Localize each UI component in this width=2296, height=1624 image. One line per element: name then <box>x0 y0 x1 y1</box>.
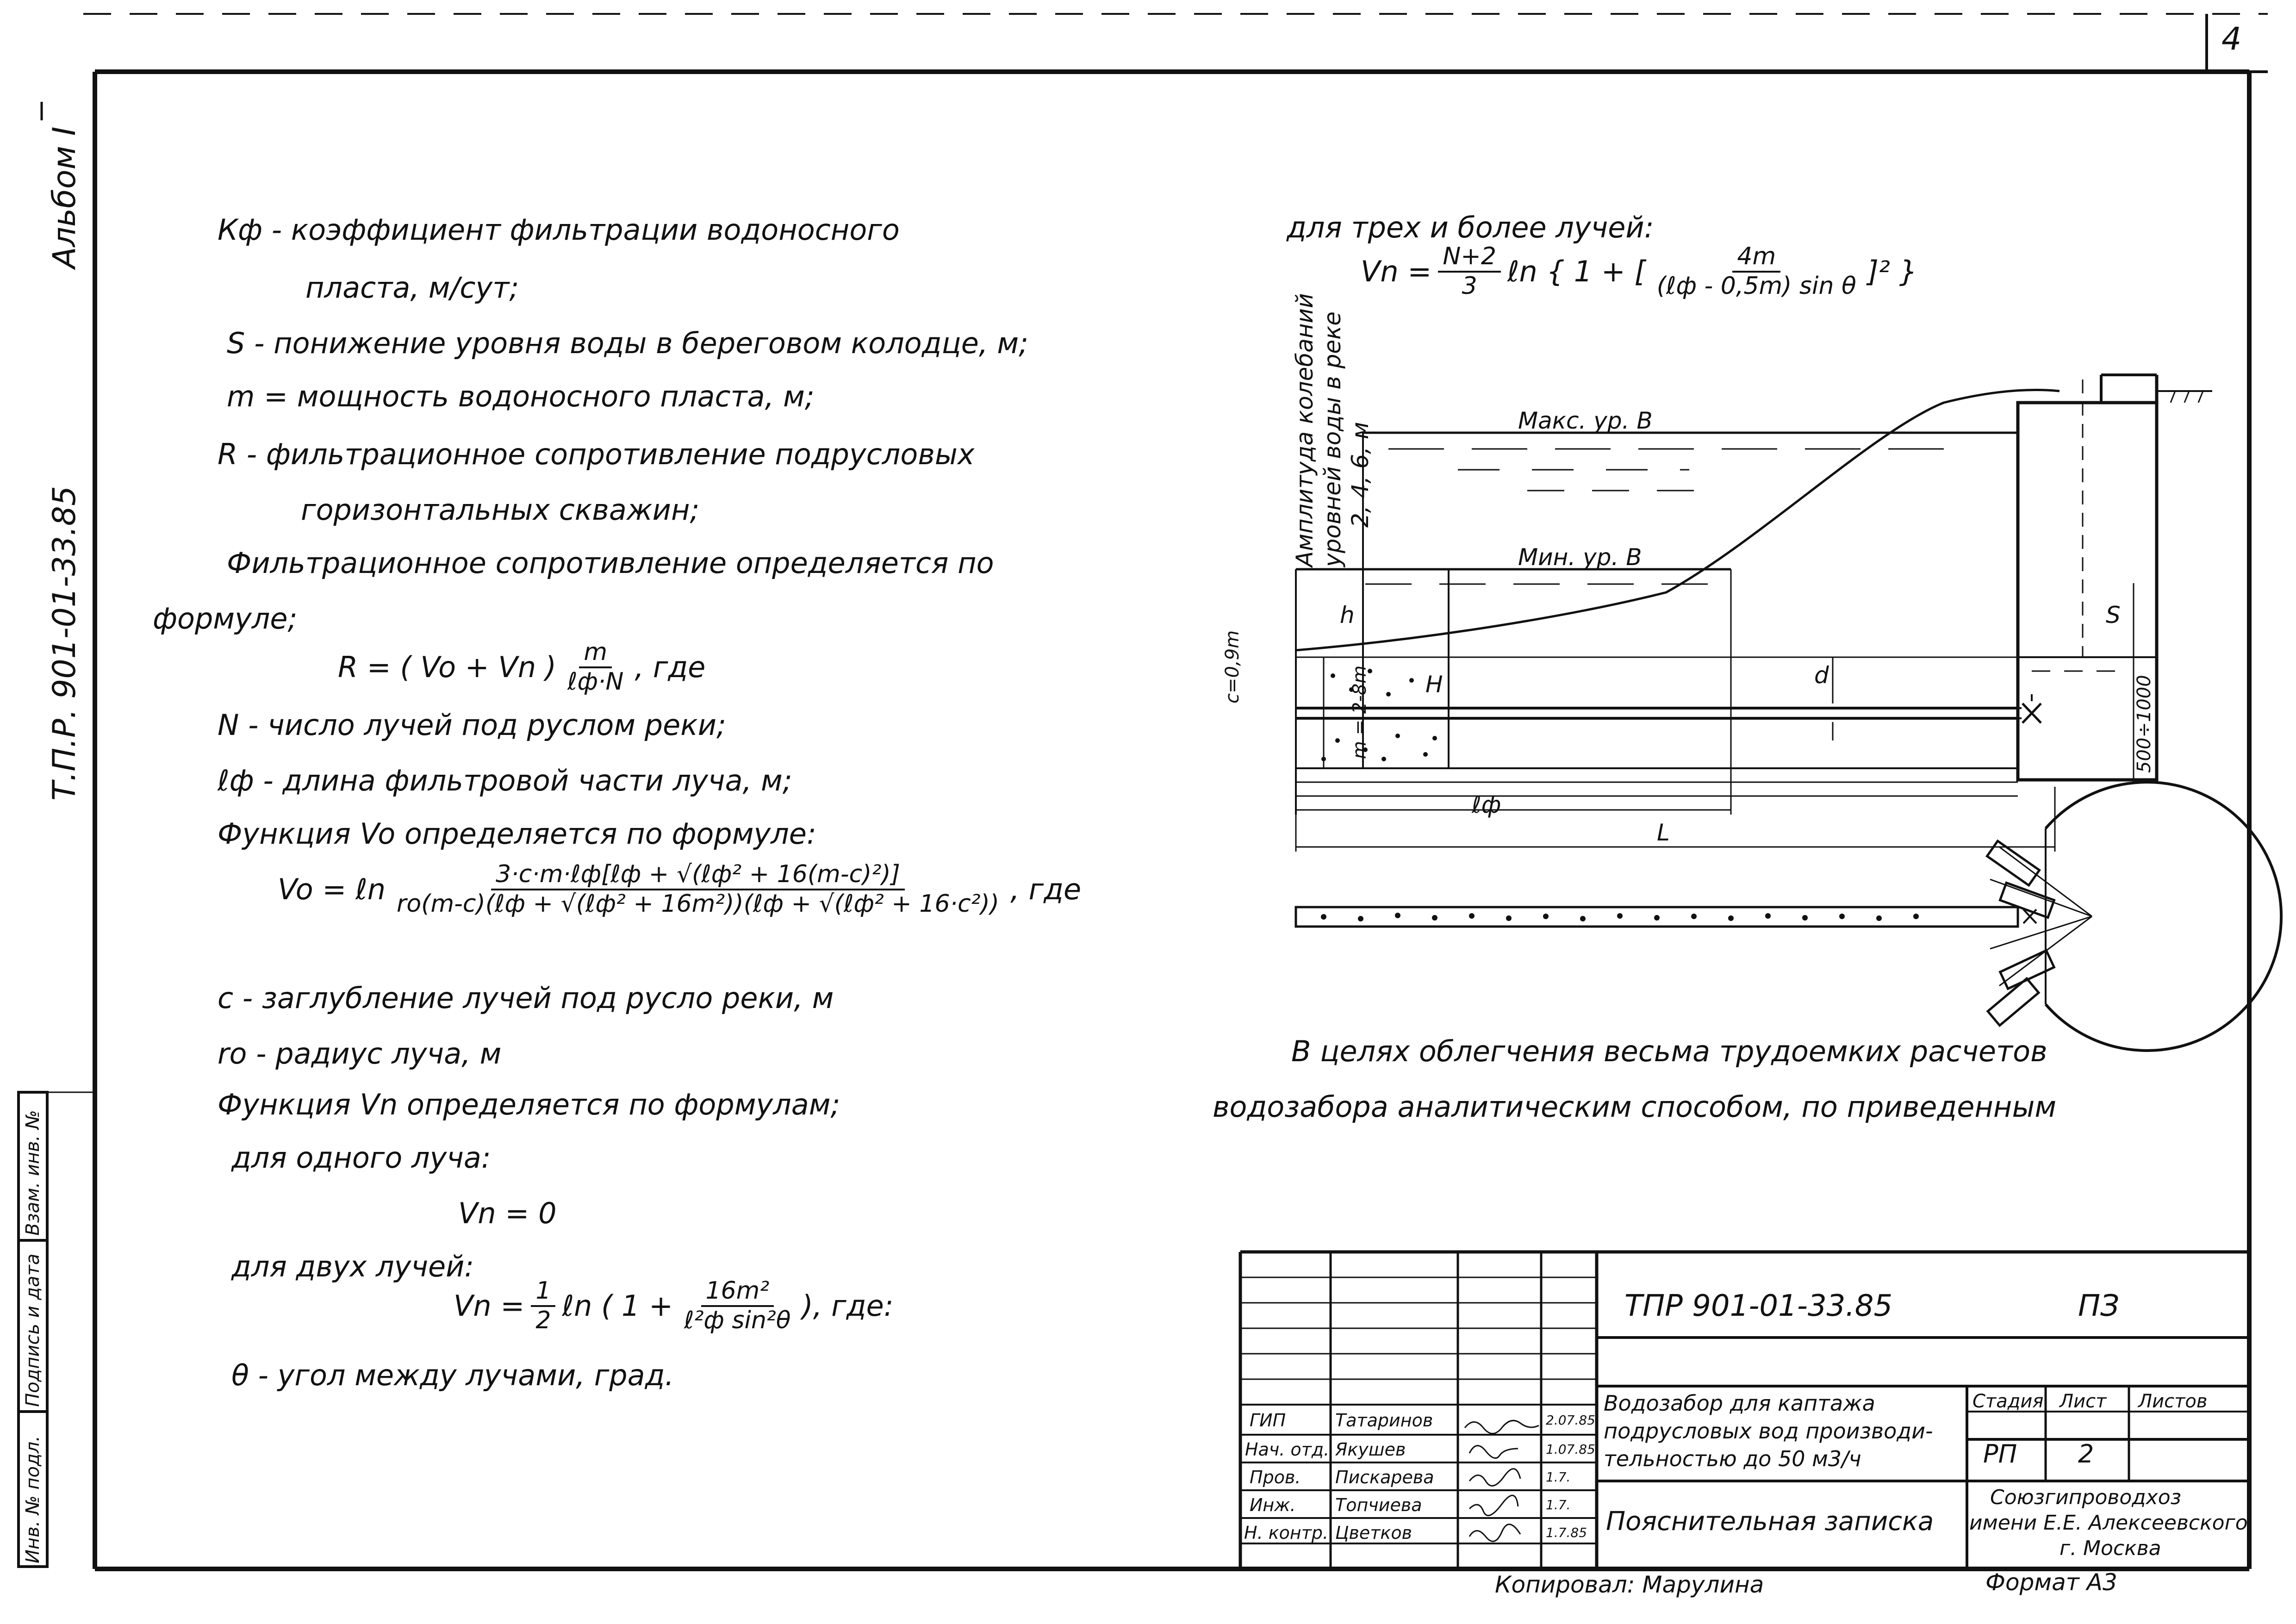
cross-section-diagram <box>1296 375 2212 852</box>
diagram-depth: 500÷1000 <box>2134 675 2155 773</box>
formula-r-fraction <box>563 639 628 696</box>
text-ro: ro - радиус луча, м <box>218 1037 502 1070</box>
diagram-amplitude-2: уровней воды в реке <box>1319 311 1346 567</box>
text-vo-intro: Функция Vo определяется по формуле: <box>218 817 816 851</box>
formula-vo-left: Vo = ℓn <box>278 872 386 907</box>
staff-date: 1.7.85 <box>1546 1525 1587 1540</box>
formula-vo <box>278 861 1081 918</box>
paragraph-line-1: В целях облегчения весьма трудоемких расчетов <box>1291 1034 2047 1068</box>
diagram-h: h <box>1340 602 1355 628</box>
margin-doc-code: Т.П.Р. 901-01-33.85 <box>46 485 83 801</box>
footer-copied-by: Копировал: Марулина <box>1495 1571 1764 1598</box>
sheet-corner-number: 4 <box>2221 21 2242 57</box>
paragraph-line-2: водозабора аналитическим способом, по приведенным <box>1213 1090 2057 1124</box>
diagram-H: H <box>1425 671 1443 698</box>
staff-name: Пискарева <box>1335 1467 1434 1487</box>
text-s: S - понижение уровня воды в береговом колодце, м; <box>227 326 1029 360</box>
formula-three-num: 4m <box>1732 243 1780 273</box>
formula-two-tail: ), где: <box>802 1289 894 1323</box>
diagram-amplitude-1: Амплитуда колебаний <box>1291 293 1318 567</box>
diagram-m: m = 2-8m <box>1349 665 1370 759</box>
staff-date: 1.07.85 <box>1546 1442 1595 1457</box>
staff-role: Инж. <box>1250 1495 1296 1515</box>
text-m: m = мощность водоносного пласта, м; <box>227 380 815 413</box>
staff-role: Нач. отд. <box>1245 1439 1330 1460</box>
formula-three-beams <box>1361 243 1917 300</box>
formula-three-tail: ]² } <box>1867 255 1917 289</box>
formula-two-fraction <box>679 1277 795 1335</box>
staff-name: Якушев <box>1335 1439 1406 1460</box>
project-title-3: тельностью до 50 м3/ч <box>1604 1446 1861 1471</box>
text-r: R - фильтрационное сопротивление подрусловых <box>218 437 975 471</box>
staff-date: 1.7. <box>1546 1469 1571 1485</box>
formula-three-den: (ℓф - 0,5m) sin θ <box>1656 272 1856 300</box>
formula-vo-tail: , где <box>1010 872 1082 907</box>
formula-r-tail: , где <box>635 650 706 684</box>
diagram-amplitude-3: 2, 4, 6, м <box>1347 422 1374 528</box>
formula-two-left: Vn = <box>454 1289 525 1323</box>
formula-vo-den: ro(m-c)(ℓф + √(ℓф² + 16m²))(ℓф + √(ℓф² + 16·c²)) <box>396 890 1000 918</box>
title-doc-number: ТПР 901-01-33.85 <box>1624 1289 1893 1323</box>
formula-two-half <box>531 1277 555 1335</box>
staff-role: ГИП <box>1250 1410 1286 1431</box>
text-kf-units: пласта, м/сут; <box>305 271 519 305</box>
formula-r-left: R = ( Vo + Vn ) <box>338 650 557 684</box>
diagram-L: L <box>1657 819 1670 846</box>
formula-two-beams <box>454 1277 894 1335</box>
text-two-beams: для двух лучей: <box>231 1250 474 1283</box>
formula-three-coef <box>1438 243 1501 300</box>
diagram-c: c=0,9m <box>1222 630 1243 703</box>
formula-two-half-den: 2 <box>535 1306 551 1334</box>
text-n: N - число лучей под руслом реки; <box>218 708 726 742</box>
organization-2: имени Е.Е. Алексеевского <box>1969 1511 2248 1535</box>
formula-r-den: ℓф·N <box>567 667 624 696</box>
formula-one-beam: Vn = 0 <box>458 1196 557 1230</box>
stage-value: РП <box>1983 1439 2017 1468</box>
formula-two-mid: ℓn ( 1 + <box>562 1289 673 1323</box>
plan-diagram <box>1296 782 2281 1051</box>
formula-two-half-num: 1 <box>531 1277 555 1307</box>
diagram-s: S <box>2106 602 2121 628</box>
sheet-header: Лист <box>2060 1391 2107 1412</box>
formula-r <box>338 639 705 696</box>
staff-name: Цветков <box>1335 1523 1412 1543</box>
sheets-header: Листов <box>2138 1391 2208 1412</box>
footer-format: Формат А3 <box>1985 1569 2117 1596</box>
title-sheet-mark: ПЗ <box>2078 1289 2120 1323</box>
text-lf: ℓф - длина фильтровой части луча, м; <box>218 764 792 797</box>
formula-two-den: ℓ²ф sin²θ <box>684 1306 791 1334</box>
formula-two-num: 16m² <box>701 1277 774 1307</box>
diagram-d: d <box>1814 662 1829 689</box>
staff-role: Н. контр. <box>1244 1523 1329 1543</box>
organization-1: Союзгипроводхоз <box>1990 1486 2182 1509</box>
diagram-min-level: Мин. ур. В <box>1518 544 1642 571</box>
text-filtr: Фильтрационное сопротивление определяется по <box>227 546 994 580</box>
staff-name: Топчиева <box>1335 1495 1422 1515</box>
text-c: c - заглубление лучей под русло реки, м <box>218 981 834 1015</box>
staff-date: 2.07.85 <box>1546 1412 1595 1428</box>
stamp-replacement-inv: Взам. инв. № <box>22 1110 44 1236</box>
stamp-signature-date: Подпись и дата <box>22 1253 44 1407</box>
text-theta: θ - угол между лучами, град. <box>231 1358 674 1392</box>
diagram-lf: ℓф <box>1472 791 1501 818</box>
signatures <box>1465 1420 1539 1541</box>
formula-r-num: m <box>579 639 612 668</box>
stamp-inv-no: Инв. № подл. <box>22 1436 44 1563</box>
diagram-max-level: Макс. ур. В <box>1518 407 1653 434</box>
formula-three-coef-num: N+2 <box>1438 243 1501 273</box>
formula-three-left: Vn = <box>1361 255 1432 289</box>
text-vn-intro: Функция Vn определяется по формулам; <box>218 1088 840 1121</box>
text-kf: Кф - коэффициент фильтрации водоносного <box>218 213 900 247</box>
formula-three-mid: ℓn { 1 + [ <box>1507 255 1646 289</box>
sheet-value: 2 <box>2078 1439 2094 1468</box>
formula-three-coef-den: 3 <box>1462 272 1477 300</box>
text-formula-word: формуле; <box>153 602 298 635</box>
formula-vo-num: 3·c·m·ℓф[ℓф + √(ℓф² + 16(m-c)²)] <box>491 861 905 890</box>
project-title-1: Водозабор для каптажа <box>1604 1391 1875 1416</box>
project-title-2: подрусловых вод производи- <box>1604 1419 1933 1444</box>
formula-three-fraction <box>1652 243 1861 300</box>
title-doc-title: Пояснительная записка <box>1606 1506 1934 1537</box>
staff-name: Татаринов <box>1335 1410 1433 1431</box>
organization-3: г. Москва <box>2060 1537 2161 1560</box>
stage-header: Стадия <box>1972 1391 2044 1412</box>
text-three-beams: для трех и более лучей: <box>1287 211 1654 244</box>
text-one-beam: для одного луча: <box>231 1141 491 1175</box>
album-label: Альбом I <box>46 126 83 268</box>
formula-vo-fraction <box>392 861 1004 918</box>
staff-role: Пров. <box>1250 1467 1301 1487</box>
text-r-cont: горизонтальных скважин; <box>301 493 700 527</box>
staff-date: 1.7. <box>1546 1497 1571 1512</box>
